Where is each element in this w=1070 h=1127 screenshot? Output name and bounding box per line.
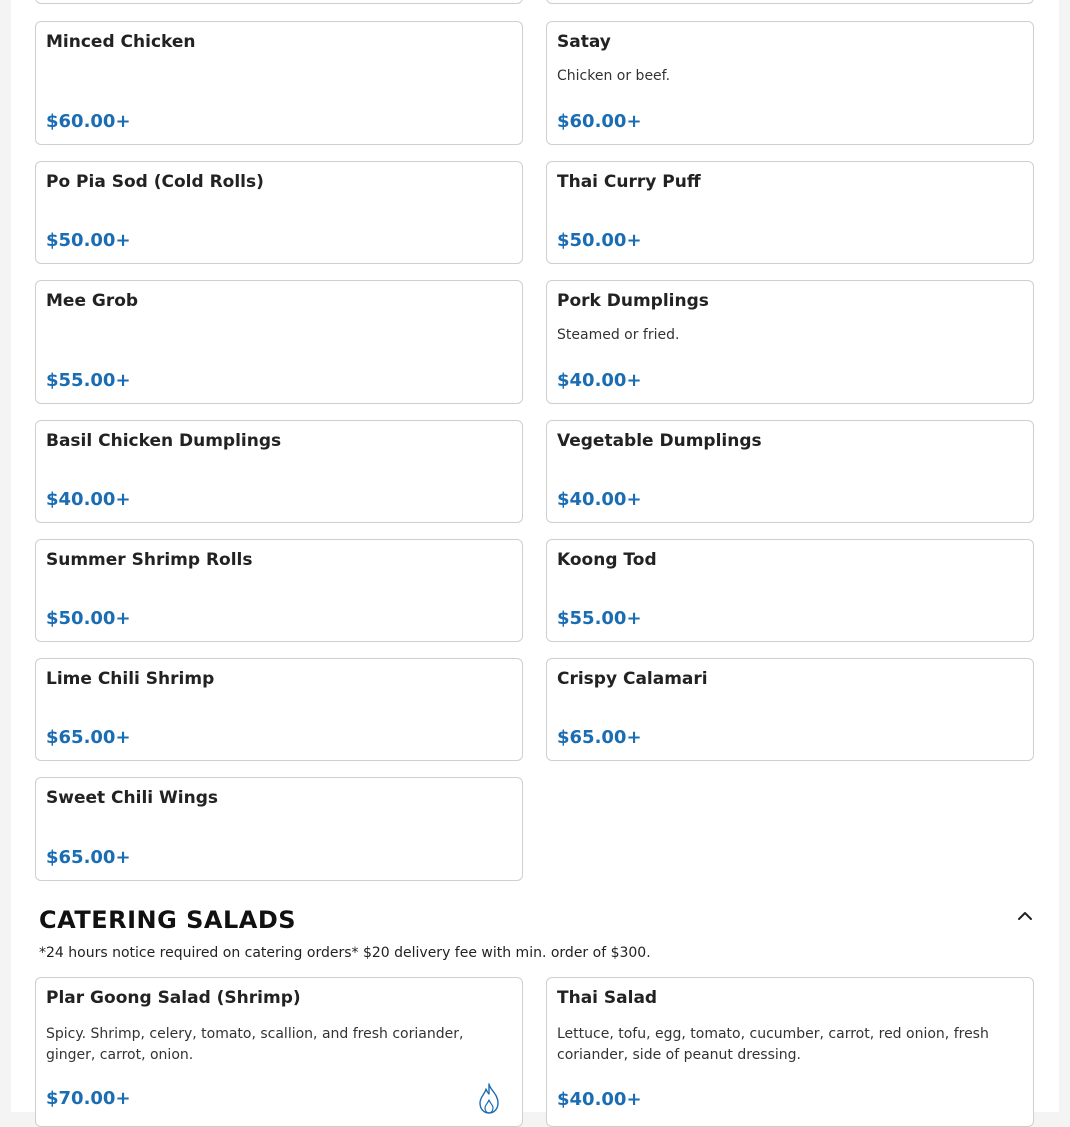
menu-item-price: $65.00+ — [557, 727, 642, 748]
menu-item-price: $65.00+ — [46, 727, 131, 748]
menu-item-name: Thai Salad — [557, 988, 658, 1008]
menu-item-price: $40.00+ — [46, 489, 131, 510]
menu-item-card[interactable] — [546, 658, 1034, 761]
menu-item-name: Minced Chicken — [46, 32, 196, 52]
menu-item-name: Thai Curry Puff — [557, 172, 701, 192]
menu-item-card[interactable] — [35, 280, 523, 404]
section-title: CATERING SALADS — [39, 906, 297, 934]
menu-item-price: $40.00+ — [557, 1089, 642, 1110]
menu-item-description: Lettuce, tofu, egg, tomato, cucumber, carrot, red onion, fresh coriander, side of peanut dressing. — [557, 1026, 989, 1063]
menu-item-card[interactable] — [35, 539, 523, 642]
menu-item-price: $40.00+ — [557, 489, 642, 510]
menu-item-card-partial[interactable] — [546, 0, 1034, 4]
section-note: *24 hours notice required on catering orders* $20 delivery fee with min. order of $300. — [39, 945, 651, 961]
menu-item-price: $70.00+ — [46, 1088, 131, 1109]
menu-item-name: Lime Chili Shrimp — [46, 669, 215, 689]
menu-item-name: Koong Tod — [557, 550, 657, 570]
menu-item-name: Sweet Chili Wings — [46, 788, 219, 808]
menu-item-name: Vegetable Dumplings — [557, 431, 762, 451]
menu-item-card[interactable] — [35, 161, 523, 264]
menu-item-price: $60.00+ — [46, 111, 131, 132]
menu-item-price: $55.00+ — [46, 370, 131, 391]
menu-item-card[interactable] — [35, 977, 523, 1127]
menu-item-name: Satay — [557, 32, 611, 52]
menu-page — [11, 0, 1059, 1112]
menu-item-price: $60.00+ — [557, 111, 642, 132]
menu-item-name: Summer Shrimp Rolls — [46, 550, 253, 570]
menu-item-name: Po Pia Sod (Cold Rolls) — [46, 172, 264, 192]
menu-item-description: Spicy. Shrimp, celery, tomato, scallion, and fresh coriander, ginger, carrot, onion. — [46, 1026, 464, 1063]
menu-item-name: Plar Goong Salad (Shrimp) — [46, 988, 301, 1008]
menu-item-price: $50.00+ — [46, 230, 131, 251]
menu-item-card[interactable] — [35, 21, 523, 145]
menu-item-name: Crispy Calamari — [557, 669, 708, 689]
menu-item-card[interactable] — [546, 21, 1034, 145]
menu-item-price: $65.00+ — [46, 847, 131, 868]
menu-item-price: $55.00+ — [557, 608, 642, 629]
menu-item-card-partial[interactable] — [35, 0, 523, 4]
menu-item-description: Steamed or fried. — [557, 327, 680, 343]
menu-item-price: $40.00+ — [557, 370, 642, 391]
menu-item-card[interactable] — [546, 977, 1034, 1127]
chevron-up-icon[interactable] — [1015, 906, 1035, 926]
menu-item-description: Chicken or beef. — [557, 68, 671, 84]
menu-item-price: $50.00+ — [557, 230, 642, 251]
menu-item-name: Pork Dumplings — [557, 291, 709, 311]
spicy-flame-icon — [476, 1082, 502, 1118]
menu-item-card[interactable] — [546, 161, 1034, 264]
menu-item-name: Basil Chicken Dumplings — [46, 431, 282, 451]
menu-item-card[interactable] — [546, 539, 1034, 642]
menu-item-card[interactable] — [35, 658, 523, 761]
menu-item-card[interactable] — [546, 280, 1034, 404]
menu-item-name: Mee Grob — [46, 291, 139, 311]
menu-item-card[interactable] — [35, 777, 523, 881]
menu-item-card[interactable] — [546, 420, 1034, 523]
menu-item-card[interactable] — [35, 420, 523, 523]
menu-item-price: $50.00+ — [46, 608, 131, 629]
